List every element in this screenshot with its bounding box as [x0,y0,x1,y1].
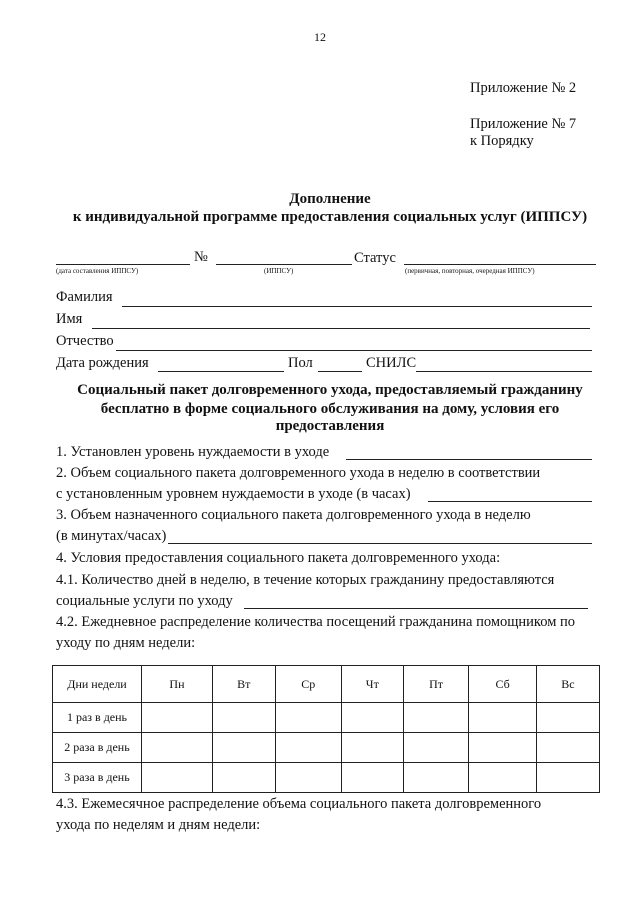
header-tue: Вт [212,666,275,703]
item-4-1-text-line-1: 4.1. Количество дней в неделю, в течение которых гражданину предоставляются [56,572,555,588]
sex-label: Пол [288,355,313,371]
table-cell[interactable] [341,703,403,733]
weekly-hours-blank-line[interactable] [428,501,592,502]
need-level-blank-line[interactable] [346,459,592,460]
table-cell[interactable] [142,703,213,733]
header-thu: Чт [341,666,403,703]
status-blank-line[interactable] [404,264,596,265]
item-2-text-line-2: с установленным уровнем нуждаемости в уходе (в часах) [56,486,411,502]
item-4-3-text-line-1: 4.3. Ежемесячное распределение объема социального пакета долговременного [56,796,542,812]
number-sign: № [194,249,208,265]
birth-date-blank-line[interactable] [158,371,284,372]
surname-blank-line[interactable] [122,306,592,307]
days-per-week-blank-line[interactable] [244,608,588,609]
ippsu-number-blank-line[interactable] [216,264,352,265]
row-label-twice-a-day: 2 раза в день [53,733,142,763]
header-days-of-week: Дни недели [53,666,142,703]
header-wed: Ср [275,666,341,703]
table-cell[interactable] [212,763,275,793]
appendix-line-2: Приложение № 7 [470,116,577,132]
item-4-1-text-line-2: социальные услуги по уходу [56,593,233,609]
table-cell[interactable] [341,763,403,793]
table-header-row [53,666,600,703]
section-title-line-1: Социальный пакет долговременного ухода, предоставляемый гражданину [77,382,583,398]
snils-label: СНИЛС [366,355,417,371]
date-hint: (дата составления ИППСУ) [56,267,139,275]
table-cell[interactable] [212,703,275,733]
table-cell[interactable] [469,703,536,733]
item-3-text-line-1: 3. Объем назначенного социального пакета долговременного ухода в неделю [56,507,531,523]
assigned-volume-blank-line[interactable] [168,543,592,544]
header-fri: Пт [403,666,469,703]
item-1-text: 1. Установлен уровень нуждаемости в уходе [56,444,330,460]
table-cell[interactable] [403,703,469,733]
table-row [53,703,600,733]
name-label: Имя [56,311,83,327]
table-row [53,763,600,793]
table-cell[interactable] [536,733,599,763]
section-title-line-2: бесплатно в форме социального обслуживания на дому, условия его [100,401,560,417]
table-cell[interactable] [275,763,341,793]
document-subtitle: к индивидуальной программе предоставления социальных услуг (ИППСУ) [72,209,588,225]
surname-label: Фамилия [56,289,113,305]
snils-blank-line[interactable] [416,371,592,372]
patronymic-blank-line[interactable] [116,350,592,351]
appendix-line-1: Приложение № 2 [470,80,577,96]
table-cell[interactable] [341,733,403,763]
page-number: 12 [314,30,326,44]
document-title: Дополнение [289,191,371,207]
item-4-text: 4. Условия предоставления социального пакета долговременного ухода: [56,550,501,566]
table-cell[interactable] [536,703,599,733]
table-cell[interactable] [275,733,341,763]
header-mon: Пн [142,666,213,703]
table-cell[interactable] [469,763,536,793]
table-cell[interactable] [536,763,599,793]
table-cell[interactable] [469,733,536,763]
name-blank-line[interactable] [92,328,590,329]
item-4-2-text-line-2: уходу по дням недели: [56,635,196,651]
table-cell[interactable] [403,733,469,763]
header-sun: Вс [536,666,599,703]
item-2-line-1: 2. Объем социального пакета долговременного ухода в неделю в соответствии [56,465,541,481]
row-label-three-times-a-day: 3 раза в день [53,763,142,793]
status-label: Статус [354,250,396,266]
table-row [53,733,600,763]
header-sat: Сб [469,666,536,703]
item-2-text-line-1 [56,465,597,482]
item-4-3-text-line-2: ухода по неделям и дням недели: [56,817,261,833]
table-cell[interactable] [403,763,469,793]
visits-distribution-table [52,665,600,793]
table-cell[interactable] [142,733,213,763]
ippsu-hint: (ИППСУ) [264,267,294,275]
appendix-line-3: к Порядку [470,133,534,149]
sex-blank-line[interactable] [318,371,362,372]
date-blank-line[interactable] [56,264,190,265]
table-cell[interactable] [212,733,275,763]
table-cell[interactable] [142,763,213,793]
birth-date-label: Дата рождения [56,355,149,371]
patronymic-label: Отчество [56,333,114,349]
section-title-line-3: предоставления [275,418,385,434]
item-4-2-text-line-1: 4.2. Ежедневное распределение количества посещений гражданина помощником по [56,614,576,630]
table-cell[interactable] [275,703,341,733]
row-label-once-a-day: 1 раз в день [53,703,142,733]
item-3-text-line-2: (в минутах/часах) [56,528,167,544]
status-hint: (первичная, повторная, очередная ИППСУ) [405,267,535,275]
